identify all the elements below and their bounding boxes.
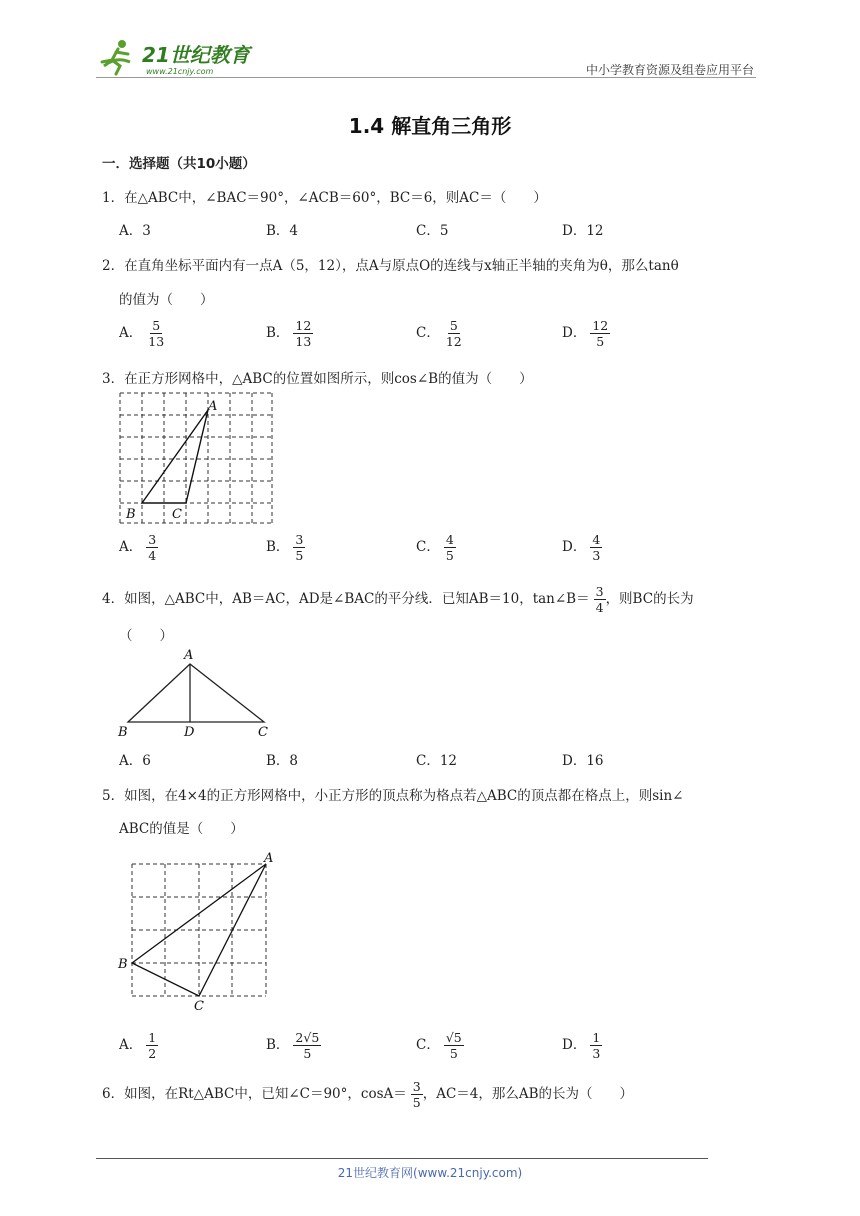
q3-option-d[interactable]: D． $\frac{4}{3}$ [562,532,601,563]
q4-option-d[interactable]: D．16 [562,753,604,769]
question-4-line2: （ ） [119,628,173,644]
logo-url: www.21cnjy.com [146,67,214,76]
q3-label-b: B [126,507,136,522]
q4-inline-fraction: $\frac{3}{4}$ [595,584,604,615]
page-title: 1.4 解直角三角形 [348,114,512,138]
q1-option-d[interactable]: D．12 [562,223,604,239]
question-5-line2: ABC的值是（ ） [119,821,244,837]
q4-label-c: C [258,725,268,740]
question-3 [102,367,533,387]
q5-option-d[interactable]: D． $\frac{1}{3}$ [562,1030,601,1061]
q1-option-b[interactable]: B．4 [266,223,299,239]
q1-option-a[interactable]: A．3 [119,223,151,239]
question-text: 如图，△ABC中，AB＝AC，AD是∠BAC的平分线．已知AB＝10，tan∠B＝ [124,591,590,607]
q6-inline-fraction: $\frac{3}{5}$ [412,1079,421,1110]
q1-option-c[interactable]: C．5 [416,223,449,239]
q5-option-a[interactable]: A． $\frac{1}{2}$ [119,1030,157,1061]
q2-option-c[interactable]: C． $\frac{5}{12}$ [416,318,462,349]
question-number: 5． [102,788,125,804]
question-text: 在△ABC中，∠BAC＝90°，∠ACB＝60°，BC＝6，则AC＝（ ） [124,190,547,206]
q4-option-c[interactable]: C．12 [416,753,458,769]
q4-label-a: A [184,648,194,663]
q3-triangle [142,410,208,503]
question-text: 如图，在Rt△ABC中，已知∠C＝90°，cosA＝ [124,1086,407,1102]
q4-option-b[interactable]: B．8 [266,753,299,769]
question-text: 在直角坐标平面内有一点A（5，12），点A与原点O的连线与x轴正半轴的夹角为θ，那么tanθ [124,258,679,274]
q4-label-d: D [184,725,195,740]
q2-option-b[interactable]: B． $\frac{12}{13}$ [266,318,312,349]
q3-option-b[interactable]: B． $\frac{3}{5}$ [266,532,304,563]
q5-label-b: B [118,957,128,972]
q4-triangle-figure [112,644,282,744]
question-number: 4． [102,591,125,607]
question-2-line2: 的值为（ ） [119,292,214,308]
q2-option-a[interactable]: A． $\frac{5}{13}$ [119,318,165,349]
q3-grid-figure [112,388,278,528]
question-number: 6． [102,1086,125,1102]
q4-label-b: B [118,725,128,740]
q5-label-c: C [194,999,204,1014]
q5-option-c[interactable]: C． $\frac{√5}{5}$ [416,1030,462,1061]
footer-divider [96,1158,708,1159]
q4-option-a[interactable]: A．6 [119,753,151,769]
q2-option-d[interactable]: D． $\frac{12}{5}$ [562,318,609,349]
question-5 [102,784,683,804]
q3-option-c[interactable]: C． $\frac{4}{5}$ [416,532,454,563]
question-number: 1． [102,190,125,206]
q5-option-b[interactable]: B． $\frac{2√5}{5}$ [266,1030,320,1061]
q5-grid-figure [112,846,282,1016]
question-1 [102,186,547,206]
question-text: 在正方形网格中，△ABC的位置如图所示，则cos∠B的值为（ ） [124,371,533,387]
question-6: 6．如图，在Rt△ABC中，已知∠C＝90°，cosA＝ $\frac{3}{5}$ ，AC＝4，那么AB的长为（ ） [102,1079,634,1110]
question-number: 3． [102,371,125,387]
question-number: 2． [102,258,125,274]
q3-option-a[interactable]: A． $\frac{3}{4}$ [119,532,157,563]
header-platform-text: 中小学教育资源及组卷应用平台 [585,63,754,77]
question-text: 如图，在4×4的正方形网格中，小正方形的顶点称为格点若△ABC的顶点都在格点上，则sin∠ [124,788,684,804]
logo-text: 21世纪教育 [142,43,250,67]
site-logo [96,36,266,80]
q3-label-c: C [172,507,182,522]
header-divider [96,77,756,78]
runner-logo-icon [96,36,266,80]
q5-label-a: A [264,851,274,866]
q3-label-a: A [208,399,218,414]
section-heading: 一．选择题（共10小题） [102,156,256,172]
question-4: 4．如图，△ABC中，AB＝AC，AD是∠BAC的平分线．已知AB＝10，tan∠B＝ $\frac{3}{4}$ ，则BC的长为 [102,584,694,615]
footer-text[interactable]: 21世纪教育网(www.21cnjy.com) [337,1166,523,1180]
question-2 [102,254,679,274]
